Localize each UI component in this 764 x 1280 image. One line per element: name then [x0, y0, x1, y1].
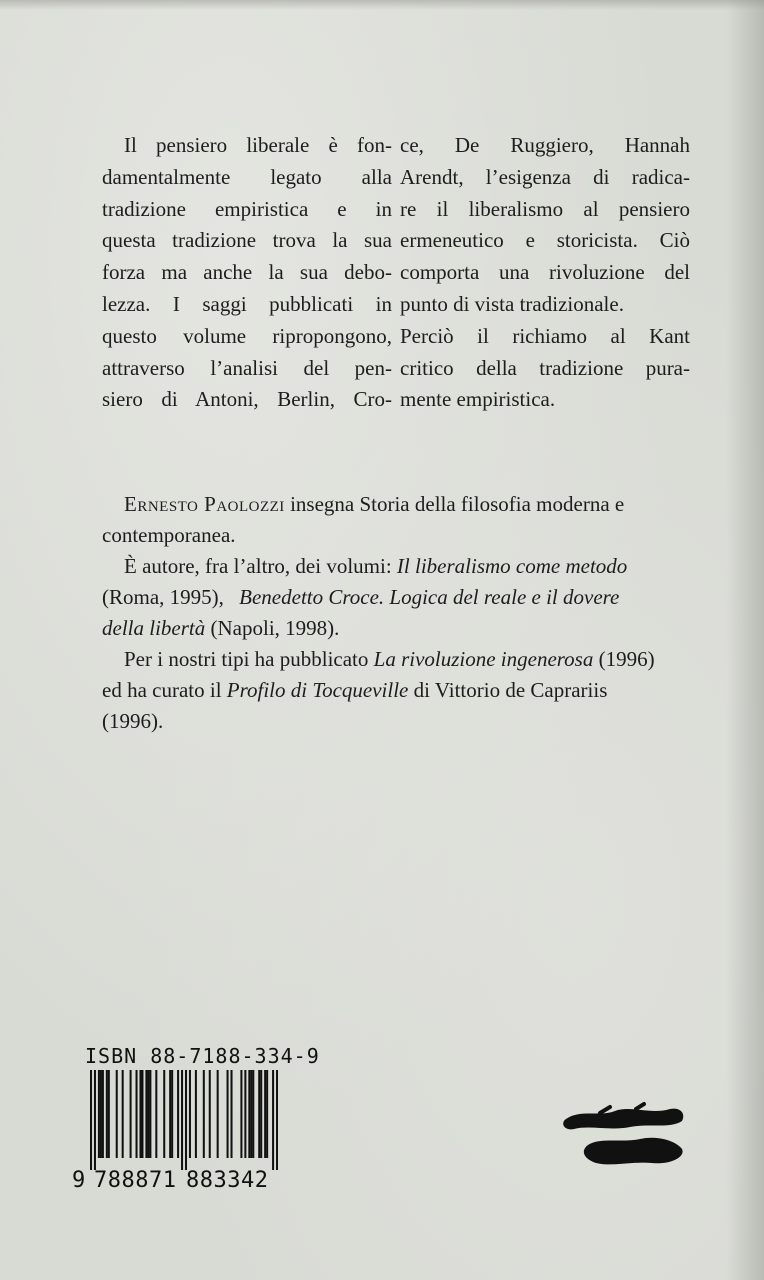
blurb-line: forza ma anche la sua debo-	[102, 260, 392, 285]
bio-text: (1996)	[598, 647, 655, 671]
bio-text: di Vittorio de Caprariis	[413, 678, 608, 702]
barcode-bar	[203, 1070, 205, 1158]
barcode-bar	[227, 1070, 229, 1158]
bio-text: (Roma, 1995),	[102, 585, 224, 609]
author-bio	[102, 489, 692, 737]
bio-line	[102, 489, 692, 520]
bio-text: Per i nostri tipi ha pubblicato	[124, 647, 369, 671]
bio-line: (1996).	[102, 709, 164, 733]
barcode-bar	[181, 1070, 183, 1170]
blurb-line: Perciò il richiamo al Kant	[400, 323, 690, 348]
barcode-bar	[116, 1070, 118, 1158]
bio-line	[102, 644, 692, 675]
bio-text: ed ha curato il	[102, 678, 222, 702]
barcode-bar	[141, 1070, 143, 1158]
bio-text: insegna Storia della filosofia moderna e	[290, 492, 625, 516]
barcode-bar	[98, 1070, 100, 1158]
barcode-bar	[149, 1070, 151, 1158]
barcode-bar	[130, 1070, 132, 1158]
barcode-bar	[231, 1070, 233, 1158]
cover-edge-shadow	[726, 0, 764, 1280]
bio-line	[102, 613, 692, 644]
barcode-bar	[250, 1070, 252, 1158]
blurb-line: siero di Antoni, Berlin, Cro-	[102, 387, 392, 412]
ean-barcode	[70, 1064, 288, 1196]
barcode-bar	[147, 1070, 149, 1158]
book-title: Il liberalismo come metodo	[396, 554, 628, 578]
blurb-line: lezza. I saggi pubblicati in	[102, 291, 392, 316]
blurb-line: comporta una rivoluzione del	[400, 260, 690, 285]
blurb-line: attraverso l’analisi del pen-	[102, 355, 392, 380]
barcode-bar	[136, 1070, 138, 1158]
barcode-bar	[240, 1070, 242, 1158]
barcode-bar	[106, 1070, 108, 1158]
barcode-bar	[264, 1070, 266, 1158]
barcode-bar	[90, 1070, 92, 1170]
ean-left-group: 788871	[94, 1168, 177, 1193]
barcode-bar	[276, 1070, 278, 1170]
bio-text: È autore, fra l’altro, dei volumi:	[124, 554, 392, 578]
blurb-line: questa tradizione trova la sua	[102, 228, 392, 253]
marker-scribble	[560, 1095, 690, 1175]
author-name: Ernesto Paolozzi	[124, 492, 285, 516]
barcode-bar	[171, 1070, 173, 1158]
barcode-bar	[266, 1070, 268, 1158]
book-title: La rivoluzione ingenerosa	[373, 647, 594, 671]
bio-text: (Napoli, 1998).	[210, 616, 340, 640]
barcode-bar	[100, 1070, 102, 1158]
ean-digits	[70, 1168, 288, 1194]
barcode-bar	[195, 1070, 197, 1158]
barcode-bar	[177, 1070, 179, 1158]
barcode-bar	[169, 1070, 171, 1158]
barcode-bar	[108, 1070, 110, 1158]
barcode-bar	[244, 1070, 246, 1158]
blurb-line: ce, De Ruggiero, Hannah	[400, 133, 690, 157]
blurb-line: punto di vista tradizionale.	[400, 291, 624, 316]
blurb-right-column	[400, 130, 690, 416]
barcode-bar	[272, 1070, 274, 1170]
barcode-bar	[258, 1070, 260, 1158]
book-title: Benedetto Croce. Logica del reale e il dovere	[239, 585, 620, 609]
isbn-label: ISBN 88-7188-334-9	[85, 1044, 320, 1068]
barcode-bar	[209, 1070, 211, 1158]
barcode-bar	[122, 1070, 124, 1158]
ean-first-digit: 9	[72, 1168, 86, 1193]
barcode-bar	[145, 1070, 147, 1158]
blurb-line: tradizione empiristica e in	[102, 196, 392, 221]
blurb-left-column	[102, 130, 392, 416]
ean-right-group: 883342	[186, 1168, 269, 1193]
bio-line	[102, 551, 692, 582]
barcode-bar	[248, 1070, 250, 1158]
blurb-line: mente empiristica.	[400, 387, 556, 412]
cover-top-shadow	[0, 0, 764, 10]
blurb-line: questo volume ripropongono,	[102, 323, 392, 348]
barcode-bar	[260, 1070, 262, 1158]
barcode-bar	[94, 1070, 96, 1170]
barcode-bar	[102, 1070, 104, 1158]
book-title: della libertà	[102, 616, 206, 640]
blurb-line: damentalmente legato alla	[102, 164, 392, 189]
blurb-line: ermeneutico e storicista. Ciò	[400, 228, 690, 253]
bio-line	[102, 675, 692, 706]
blurb-line: Arendt, l’esigenza di radica-	[400, 164, 690, 189]
barcode-bar	[139, 1070, 141, 1158]
barcode-bar	[189, 1070, 191, 1158]
barcode-bar	[155, 1070, 157, 1158]
barcode-bar	[217, 1070, 219, 1158]
blurb-line: re il liberalismo al pensiero	[400, 196, 690, 221]
book-title: Profilo di Tocqueville	[226, 678, 409, 702]
bio-line	[102, 582, 692, 613]
barcode-bar	[252, 1070, 254, 1158]
barcode-bar	[185, 1070, 187, 1170]
blurb-line: Il pensiero liberale è fon-	[124, 133, 392, 157]
bio-line: contemporanea.	[102, 523, 236, 547]
blurb-line: critico della tradizione pura-	[400, 355, 690, 380]
barcode-bars	[90, 1070, 278, 1170]
barcode-bar	[163, 1070, 165, 1158]
